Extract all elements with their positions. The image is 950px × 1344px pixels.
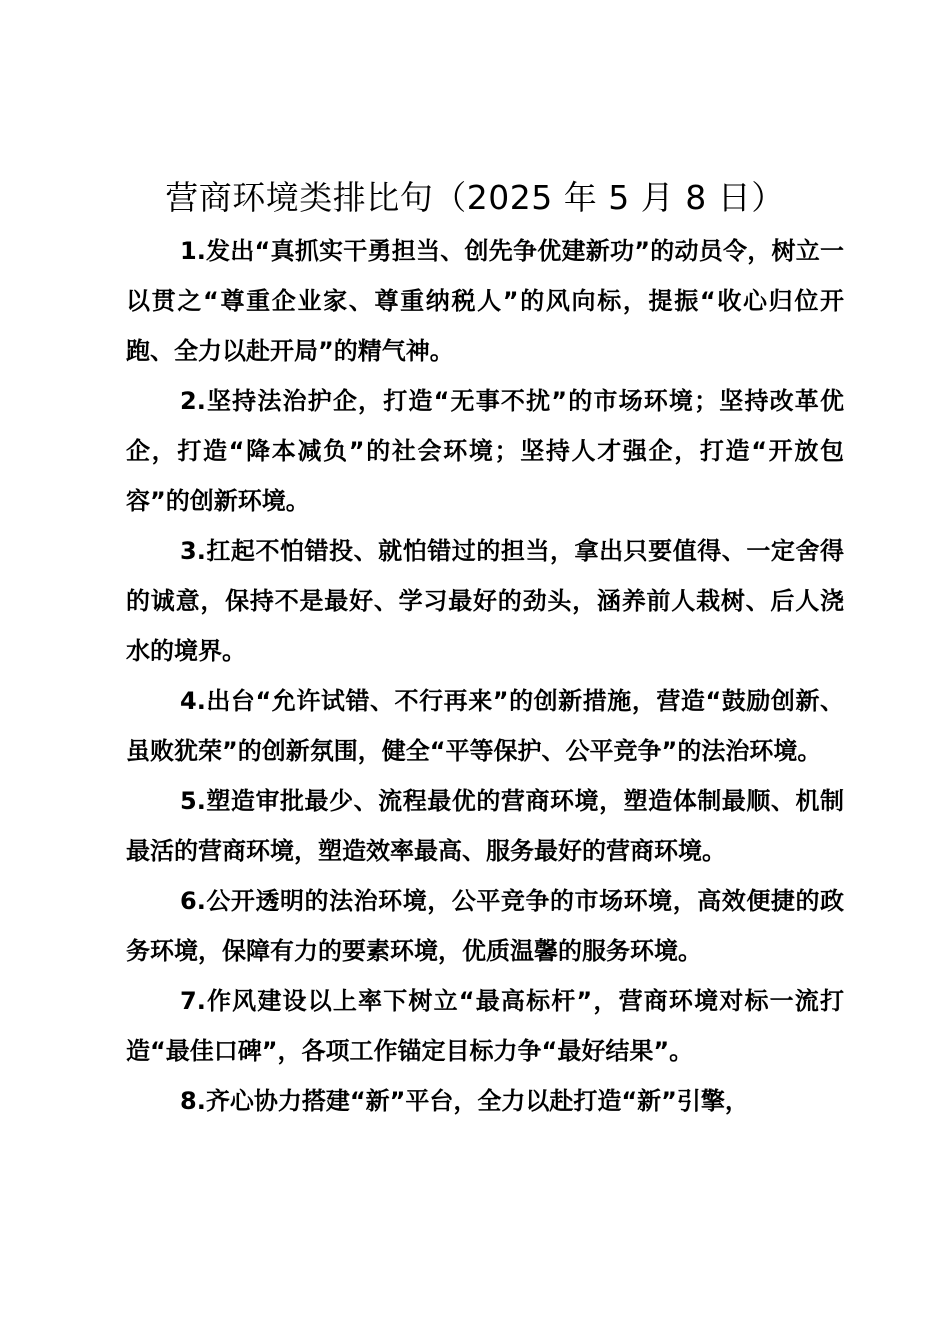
document-body — [126, 226, 844, 1126]
paragraph-6: 6.公开透明的法治环境，公平竞争的市场环境，高效便捷的政务环境，保障有力的要素环境，优质温馨的服务环境。 — [126, 887, 844, 965]
document-title: 营商环境类排比句（2025 年 5 月 8 日） — [165, 178, 785, 217]
paragraph-3: 3.扛起不怕错投、就怕错过的担当，拿出只要值得、一定舍得的诚意，保持不是最好、学习最好的劲头，涵养前人栽树、后人浇水的境界。 — [126, 537, 844, 665]
paragraph-5: 5.塑造审批最少、流程最优的营商环境，塑造体制最顺、机制最活的营商环境，塑造效率最高、服务最好的营商环境。 — [126, 787, 844, 865]
paragraph-8: 8.齐心协力搭建“新”平台，全力以赴打造“新”引擎， — [180, 1087, 749, 1115]
paragraph-2: 2.坚持法治护企，打造“无事不扰”的市场环境；坚持改革优企，打造“降本减负”的社会环境；坚持人才强企，打造“开放包容”的创新环境。 — [126, 387, 844, 515]
paragraph-7: 7.作风建设以上率下树立“最高标杆”，营商环境对标一流打造“最佳口碑”，各项工作锚定目标力争“最好结果”。 — [126, 987, 844, 1065]
paragraph-4: 4.出台“允许试错、不行再来”的创新措施，营造“鼓励创新、虽败犹荣”的创新氛围，健全“平等保护、公平竞争”的法治环境。 — [126, 687, 844, 765]
paragraph-1: 1.发出“真抓实干勇担当、创先争优建新功”的动员令，树立一以贯之“尊重企业家、尊重纳税人”的风向标，提振“收心归位开跑、全力以赴开局”的精气神。 — [126, 237, 844, 365]
